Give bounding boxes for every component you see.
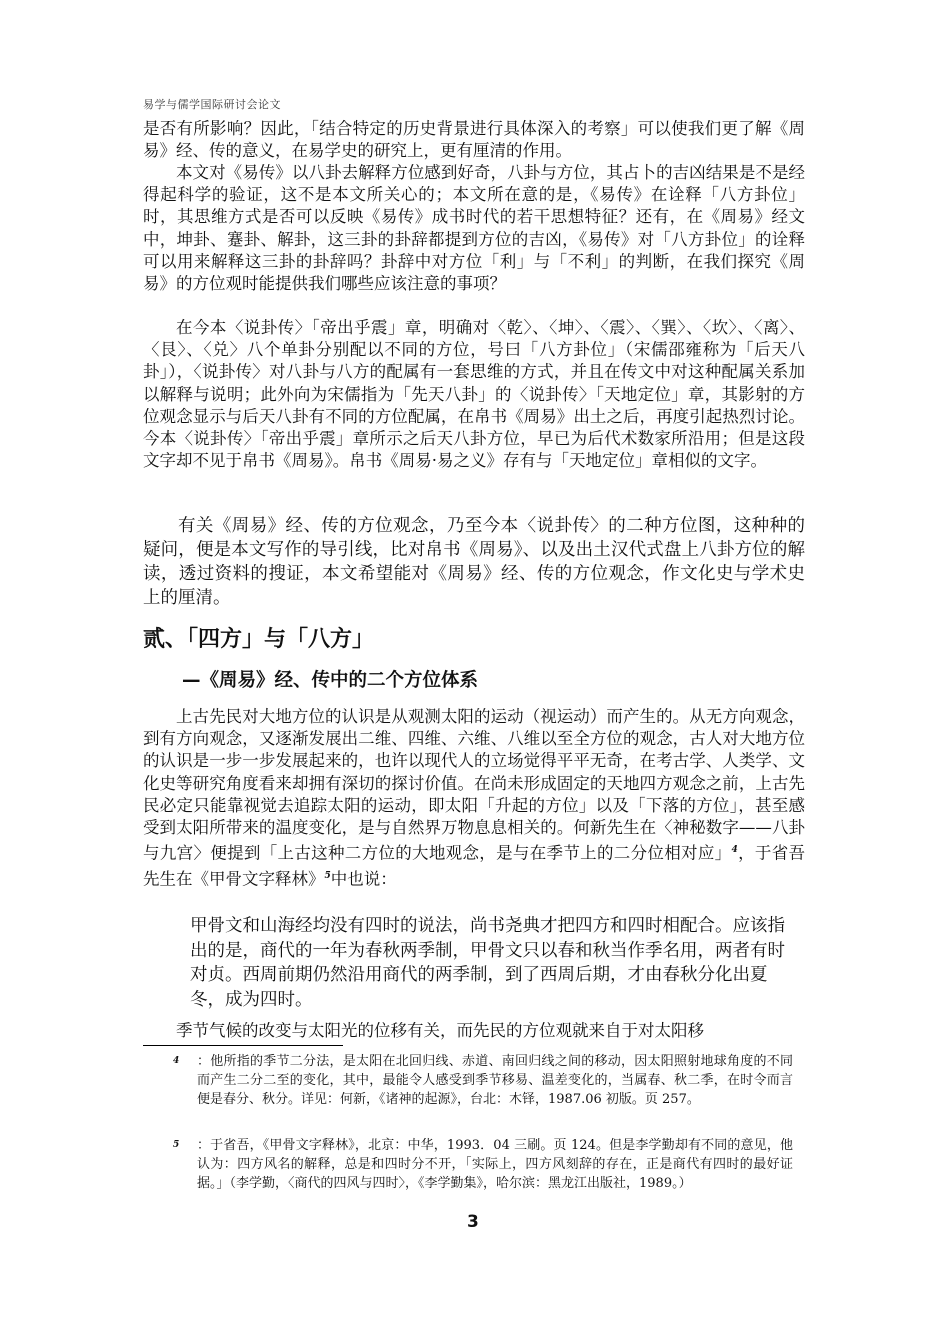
footnote-4 (143, 1052, 793, 1109)
paragraph-5-text-c: 中也说： (330, 869, 397, 889)
footnote-ref-5[interactable]: 5 (324, 870, 331, 881)
paragraph-5 (143, 706, 805, 891)
running-header: 易学与儒学国际研讨会论文 (143, 98, 281, 111)
paragraph-5-text-b: ，于省吾先生在《甲骨文字释林》 (143, 843, 806, 889)
footnote-text: ：于省吾，《甲骨文字释林》，北京：中华，1993．04 三刷。页 124。但是李学勤却有不同的意见，他认为：四方风名的解释，总是和四时分不开，「实际上，四方风刻辞的存在，正是商代有四时的最好证据。」（李学勤，〈商代的四风与四时〉，《李学勤集》，哈尔滨：黑龙江出版社，1989。） (197, 1138, 793, 1191)
paragraph-5-text-a: 上古先民对大地方位的认识是从观测太阳的运动（视运动）而产生的。从无方向观念，到有方向观念，又逐渐发展出二维、四维、六维、八维以至全方位的观念，古人对大地方位的认识是一步一步发展起来的，也许以现代人的立场觉得平平无奇，在考古学、人类学、文化史等研究角度看来却拥有深切的探讨价值。在尚未形成固定的天地四方观念之前，上古先民必定只能靠视觉去追踪太阳的运动，即太阳「升起的方位」以及「下落的方位」，甚至感受到太阳所带来的温度变化，是与自然界万物息息相关的。何新先生在〈神秘数字——八卦与九宫〉便提到「上古这种二方位的大地观念，是与在季节上的二分位相对应」 (143, 707, 805, 863)
paragraph-6: 季节气候的改变与太阳光的位移有关，而先民的方位观就来自于对太阳移 (176, 1021, 704, 1040)
footnote-text: ：他所指的季节二分法，是太阳在北回归线、赤道、南回归线之间的移动，因太阳照射地球角度的不同而产生二分二至的变化，其中，最能令人感受到季节移易、温差变化的，当属春、秋二季，在时令而言便是春分、秋分。详见：何新，《诸神的起源》，台北：木铎，1987.06 初版。页 257。 (197, 1054, 793, 1107)
footnote-5 (143, 1136, 793, 1193)
section-subheading: —《周易》经、传中的二个方位体系 (182, 670, 479, 691)
page-number: 3 (467, 1212, 479, 1232)
footnote-marker: 5 (173, 1140, 180, 1150)
paragraph-1: 是否有所影响？因此，「结合特定的历史背景进行具体深入的考察」可以使我们更了解《周易》经、传的意义，在易学史的研究上，更有厘清的作用。 (143, 119, 805, 161)
paragraph-3: 在今本〈说卦传〉「帝出乎震」章，明确对〈乾〉、〈坤〉、〈震〉、〈巽〉、〈坎〉、〈离〉、〈艮〉、〈兑〉八个单卦分别配以不同的方位，号曰「八方卦位」（宋儒邵雍称为「后天八卦」），〈说卦传〉对八卦与八方的配属有一套思维的方式，并且在传文中对这种配属关系加以解释与说明；此外向为宋儒指为「先天八卦」的〈说卦传〉「天地定位」章，其影射的方位观念显示与后天八卦有不同的方位配属，在帛书《周易》出土之后，再度引起热烈讨论。今本〈说卦传〉「帝出乎震」章所示之后天八卦方位，早已为后代术数家所沿用；但是这段文字却不见于帛书《周易》。帛书《周易·易之义》存有与「天地定位」章相似的文字。 (143, 318, 805, 471)
footnote-ref-4[interactable]: 4 (731, 845, 738, 856)
paragraph-4: 有关《周易》经、传的方位观念，乃至今本〈说卦传〉的二种方位图，这种种的疑问，便是本文写作的导引线，比对帛书《周易》、以及出土汉代式盘上八卦方位的解读，透过资料的搜证，本文希望能对《周易》经、传的方位观念，作文化史与学术史上的厘清。 (143, 516, 805, 608)
paragraph-2: 本文对《易传》以八卦去解释方位感到好奇，八卦与方位，其占卜的吉凶结果是不是经得起科学的验证，这不是本文所关心的；本文所在意的是，《易传》在诠释「八方卦位」时，其思维方式是否可以反映《易传》成书时代的若干思想特征？还有，在《周易》经文中，坤卦、蹇卦、解卦，这三卦的卦辞都提到方位的吉凶，《易传》对「八方卦位」的诠释可以用来解释这三卦的卦辞吗？卦辞中对方位「利」与「不利」的判断，在我们探究《周易》的方位观时能提供我们哪些应该注意的事项？ (143, 163, 805, 294)
footnote-marker: 4 (173, 1056, 180, 1066)
footnote-separator (143, 1045, 343, 1046)
section-heading: 贰、「四方」与「八方」 (143, 627, 375, 652)
block-quote: 甲骨文和山海经均没有四时的说法，尚书尧典才把四方和四时相配合。应该指出的是，商代的一年为春秋两季制，甲骨文只以春和秋当作季名用，两者有时对贞。西周前期仍然沿用商代的两季制，到了西周后期，才由春秋分化出夏冬，成为四时。 (190, 916, 785, 1010)
